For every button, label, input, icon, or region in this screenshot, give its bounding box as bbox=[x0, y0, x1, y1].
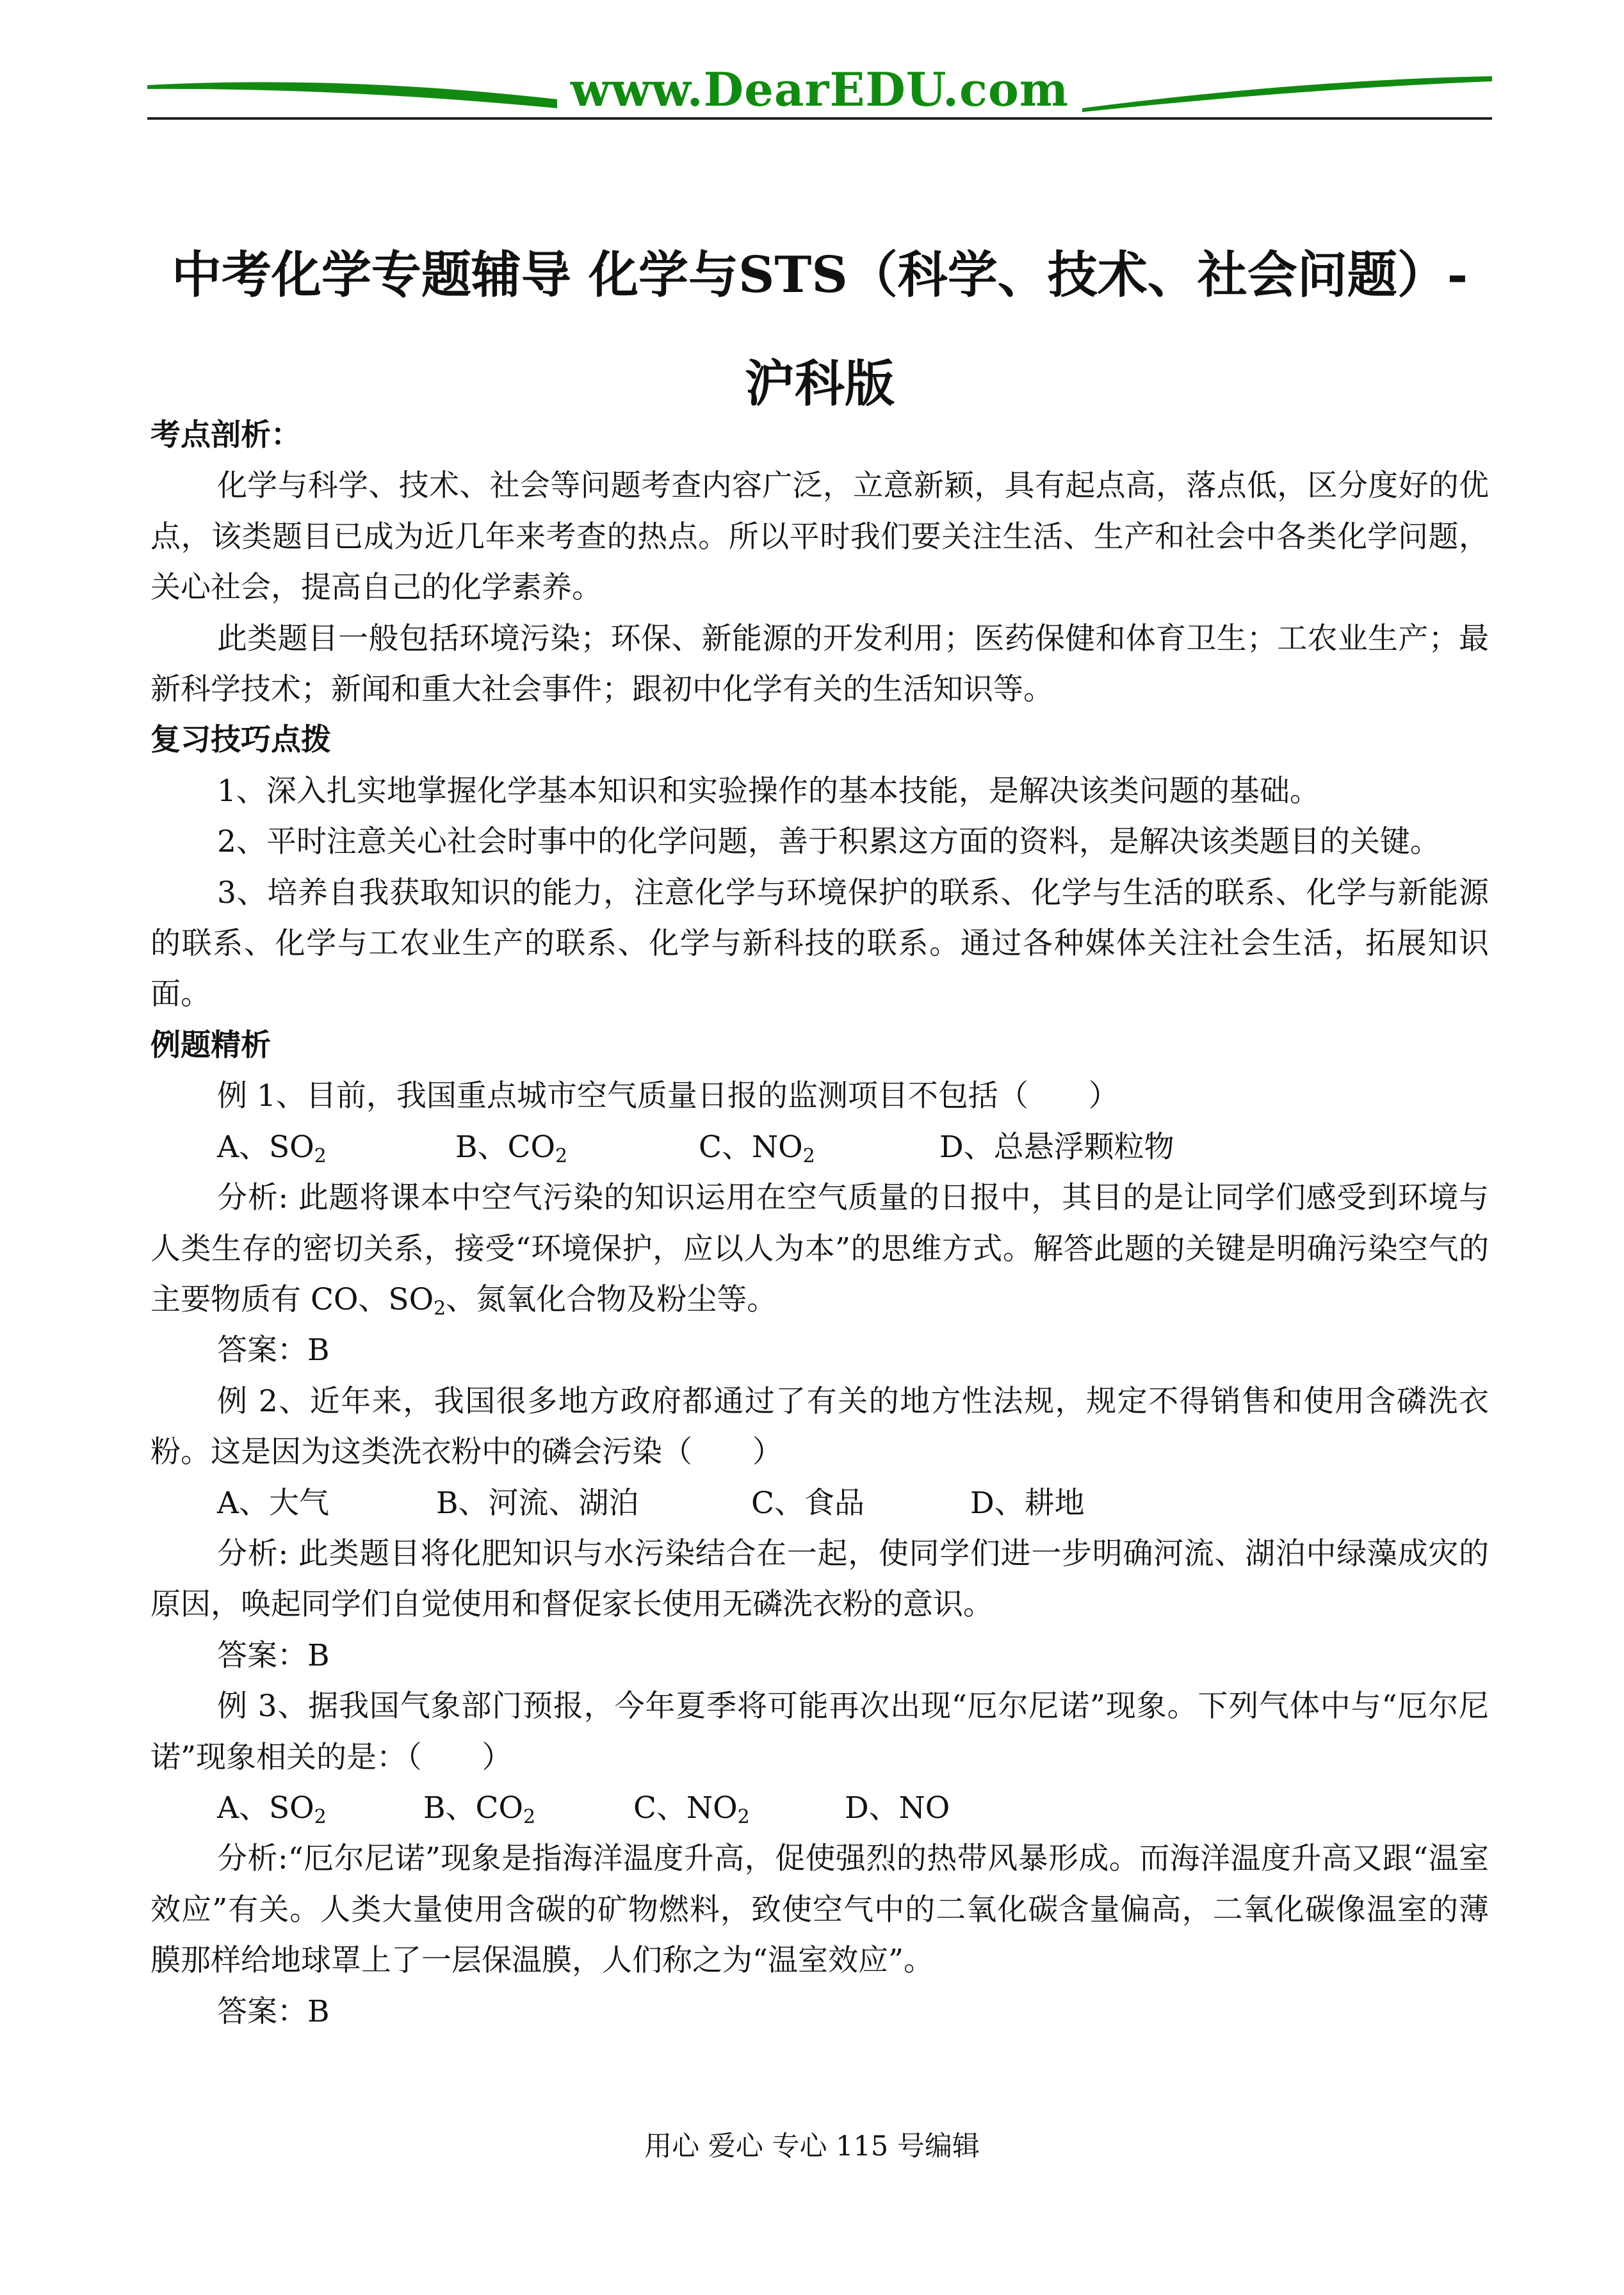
page-footer: 用心 爱心 专心 115 号编辑 bbox=[644, 2130, 980, 2162]
option-a: A、$SO_2$ bbox=[217, 1790, 327, 1828]
example-2-options bbox=[150, 1478, 1489, 1529]
analysis-paragraph-2: 此类题目一般包括环境污染；环保、新能源的开发利用；医药保健和体育卫生；工农业生产；最新科学技术；新闻和重大社会事件；跟初中化学有关的生活知识等。 bbox=[150, 620, 1489, 708]
option-c: C、$NO_2$ bbox=[633, 1790, 750, 1828]
example-3-options bbox=[150, 1783, 1489, 1833]
option-a: A、大气 bbox=[217, 1485, 329, 1521]
option-d: D、耕地 bbox=[970, 1485, 1085, 1521]
option-c: C、$NO_2$ bbox=[699, 1129, 815, 1167]
tip-3: 3、培养自我获取知识的能力，注意化学与环境保护的联系、化学与生活的联系、化学与新能源的联系、化学与工农业生产的联系、化学与新科技的联系。通过各种媒体关注社会生活，拓展知识面。 bbox=[150, 875, 1489, 1012]
option-b: B、$CO_2$ bbox=[455, 1129, 568, 1167]
example-2-answer: 答案：B bbox=[217, 1637, 330, 1673]
example-2-question: 例 2、近年来，我国很多地方政府都通过了有关的地方性法规，规定不得销售和使用含磷洗衣粉。这是因为这类洗衣粉中的磷会污染（ ） bbox=[150, 1383, 1489, 1470]
option-d: D、NO bbox=[845, 1790, 950, 1826]
example-1-answer: 答案：B bbox=[217, 1333, 330, 1368]
section-heading-examples: 例题精析 bbox=[150, 1027, 271, 1063]
example-3-answer: 答案：B bbox=[217, 1993, 330, 2029]
example-3-question: 例 3、据我国气象部门预报，今年夏季将可能再次出现“厄尔尼诺”现象。下列气体中与“厄尔尼诺”现象相关的是：（ ） bbox=[150, 1689, 1489, 1775]
example-1-question: 例 1、目前，我国重点城市空气质量日报的监测项目不包括（ ） bbox=[217, 1078, 1119, 1114]
option-d: D、总悬浮颗粒物 bbox=[939, 1129, 1174, 1165]
example-1-analysis: 分析: 此题将课本中空气污染的知识运用在空气质量的日报中，其目的是让同学们感受到环境与人类生存的密切关系，接受“环境保护，应以人为本”的思维方式。解答此题的关键是明确污染空气的主要物质有 CO、$SO_2$、氮氧化合物及粉尘等。 bbox=[150, 1180, 1489, 1320]
section-heading-tips: 复习技巧点拨 bbox=[150, 722, 331, 758]
section-heading-analysis: 考点剖析： bbox=[150, 418, 301, 453]
example-3-analysis: 分析:“厄尔尼诺”现象是指海洋温度升高，促使强烈的热带风暴形成。而海洋温度升高又跟“温室效应”有关。人类大量使用含碳的矿物燃料，致使空气中的二氧化碳含量偏高，二氧化碳像温室的薄膜那样给地球罩上了一层保温膜，人们称之为“温室效应”。 bbox=[150, 1841, 1489, 1979]
document-body bbox=[150, 410, 1489, 2037]
analysis-paragraph-1: 化学与科学、技术、社会等问题考查内容广泛，立意新颖，具有起点高，落点低，区分度好的优点，该类题目已成为近几年来考查的热点。所以平时我们要关注生活、生产和社会中各类化学问题，关心社会，提高自己的化学素养。 bbox=[150, 468, 1489, 606]
option-b: B、河流、湖泊 bbox=[436, 1485, 639, 1521]
example-1-options bbox=[150, 1122, 1489, 1172]
tip-2: 2、平时注意关心社会时事中的化学问题，善于积累这方面的资料，是解决该类题目的关键。 bbox=[217, 824, 1440, 860]
example-2-analysis: 分析: 此类题目将化肥知识与水污染结合在一起，使同学们进一步明确河流、湖泊中绿藻成灾的原因，唤起同学们自觉使用和督促家长使用无磷洗衣粉的意识。 bbox=[150, 1536, 1489, 1623]
page-header bbox=[147, 61, 1492, 131]
tip-1: 1、深入扎实地掌握化学基本知识和实验操作的基本技能，是解决该类问题的基础。 bbox=[217, 773, 1320, 809]
option-b: B、$CO_2$ bbox=[423, 1790, 536, 1828]
site-logo-text: www.DearEDU.com bbox=[570, 62, 1069, 117]
option-a: A、$SO_2$ bbox=[217, 1129, 327, 1167]
document-title: 中考化学专题辅导 化学与STS（科学、技术、社会问题）-沪科版 bbox=[171, 246, 1468, 413]
option-c: C、食品 bbox=[751, 1485, 865, 1521]
